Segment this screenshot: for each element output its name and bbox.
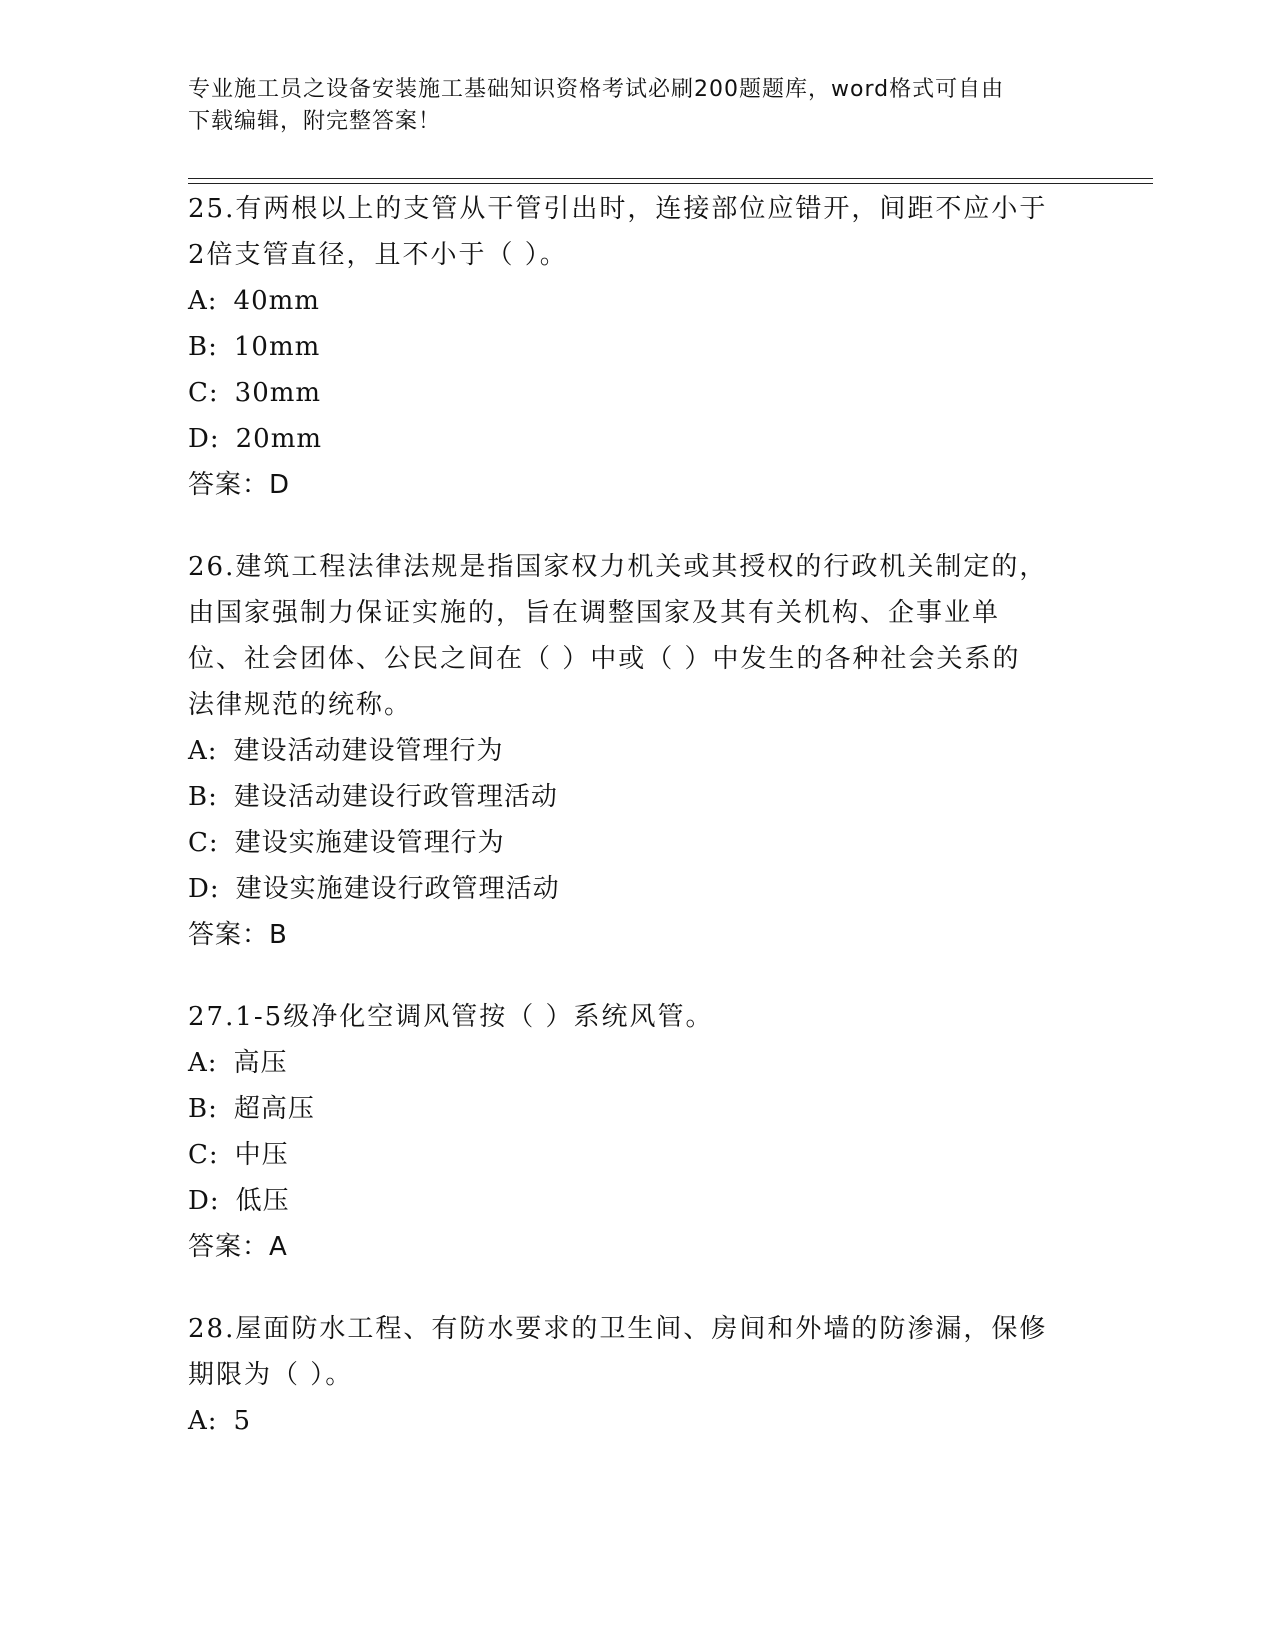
option-text: 40mm [233,286,320,316]
option-letter: C: [188,378,219,408]
option-text: 20mm [235,424,323,454]
option-text: 中压 [234,1140,289,1170]
option-text: 建设实施建设行政管理活动 [235,874,560,904]
option-c [188,1132,1088,1178]
option-letter: A: [188,1048,218,1078]
document-header [188,74,1068,138]
option-a [188,1398,1088,1444]
option-letter: D: [188,424,220,454]
question-list [188,186,1088,1480]
option-text: 5 [233,1406,252,1436]
option-d [188,416,1088,462]
header-line-1: 专业施工员之设备安装施工基础知识资格考试必刷200题题库，word格式可自由 [188,77,1005,102]
question-stem: 25.有两根以上的支管从干管引出时，连接部位应错开，间距不应小于2倍支管直径，且不小于（ ）。 [188,194,1048,270]
option-text: 建设实施建设管理行为 [234,828,505,858]
question-26 [188,544,1088,958]
option-letter: A: [188,736,218,766]
option-a [188,728,1088,774]
option-a [188,1040,1088,1086]
option-d [188,1178,1088,1224]
question-stem: 26.建筑工程法律法规是指国家权力机关或其授权的行政机关制定的，由国家强制力保证实施的，旨在调整国家及其有关机构、企事业单位、社会团体、公民之间在（ ）中或（ ）中发生的各种社会关系的法律规范的统称。 [188,552,1048,720]
question-28 [188,1306,1088,1444]
option-b [188,324,1088,370]
option-text: 超高压 [233,1094,315,1124]
option-text: 30mm [234,378,322,408]
option-letter: C: [188,1140,219,1170]
option-text: 建设活动建设行政管理活动 [233,782,558,812]
option-text: 10mm [233,332,321,362]
option-text: 高压 [233,1048,288,1078]
question-stem: 27.1-5级净化空调风管按（ ）系统风管。 [188,1002,714,1032]
option-b [188,774,1088,820]
option-c [188,370,1088,416]
option-letter: B: [188,332,218,362]
question-27 [188,994,1088,1270]
option-text: 低压 [235,1186,290,1216]
header-divider-bottom [188,183,1153,184]
option-b [188,1086,1088,1132]
option-a [188,278,1088,324]
option-letter: D: [188,874,220,904]
option-letter: D: [188,1186,220,1216]
answer-label: 答案：B [188,920,288,950]
option-d [188,866,1088,912]
header-divider-top [188,178,1153,179]
answer-label: 答案：D [188,470,291,500]
option-c [188,820,1088,866]
question-25 [188,186,1088,508]
answer-label: 答案：A [188,1232,288,1262]
option-letter: C: [188,828,219,858]
option-text: 建设活动建设管理行为 [233,736,504,766]
option-letter: A: [188,286,218,316]
header-line-2: 下载编辑，附完整答案！ [188,109,442,134]
option-letter: B: [188,1094,218,1124]
option-letter: B: [188,782,218,812]
option-letter: A: [188,1406,218,1436]
question-stem: 28.屋面防水工程、有防水要求的卫生间、房间和外墙的防渗漏，保修期限为（ ）。 [188,1314,1048,1390]
